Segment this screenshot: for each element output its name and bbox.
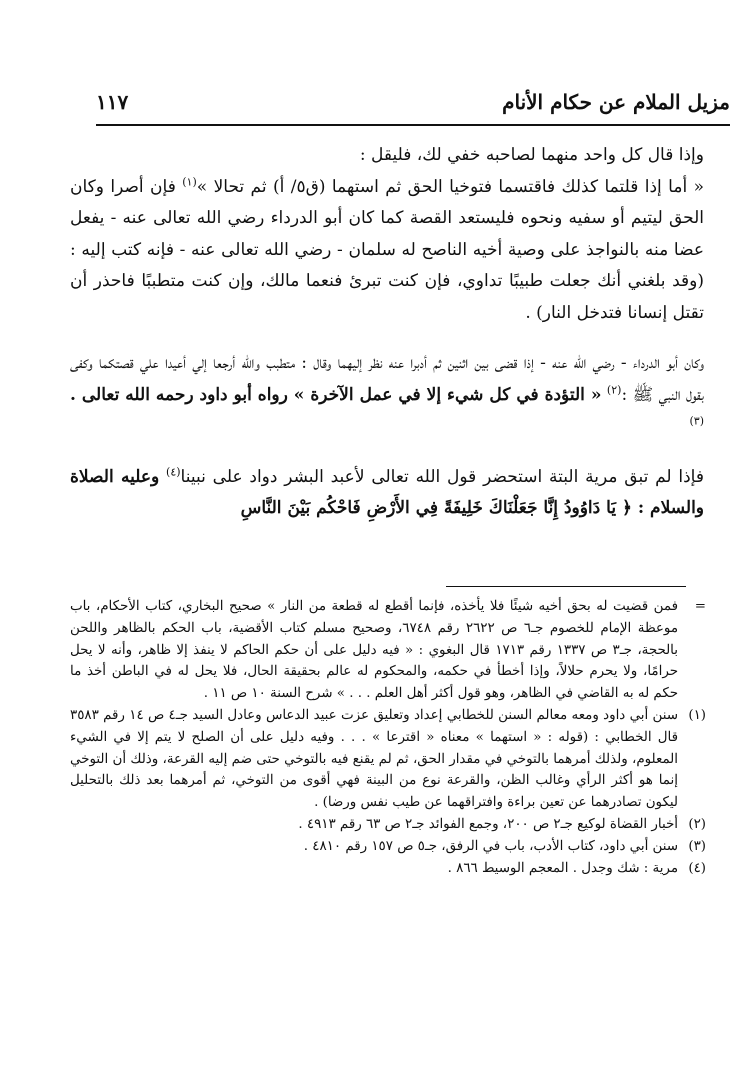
footnote-marker: (٢)	[688, 816, 706, 832]
main-text	[70, 140, 704, 525]
footnote-text: سنن أبي داود، كتاب الأدب، باب في الرفق، جـ٥ ص ١٥٧ رقم ٤٨١٠ .	[303, 838, 678, 854]
footnote-marker: (١)	[688, 707, 706, 723]
footnote-text: أخبار القضاة لوكيع جـ٢ ص ٢٠٠، وجمع الفوائد جـ٢ ص ٦٣ رقم ٤٩١٣ .	[298, 816, 678, 832]
text-line: « أما إذا قلتما كذلك فاقتسما فتوخيا الحق ثم استهما (ق٥/ أ) ثم تحالا »	[196, 176, 704, 197]
footnote-ref: (٤)	[166, 464, 181, 478]
paragraph	[70, 140, 704, 172]
footnote-2	[70, 814, 706, 836]
footnote-3	[70, 836, 706, 858]
text-line: وقال : متطبب والله أرجعا إلي أعيدا علي قصتكما وكفى بقول النبي ﷺ :	[70, 353, 704, 405]
footnote-ref: (٢)	[606, 382, 622, 396]
footnote-continuation	[70, 596, 706, 705]
page-number: ١١٧	[96, 90, 129, 114]
text-line: فإذا لم تبق مرية البتة استحضر قول الله تعالى لأعبد البشر دواد على نبينا	[180, 466, 704, 487]
header-rule	[96, 124, 730, 126]
text-line: رضي الله تعالى عنه - فإنه كتب إليه : (وقد بلغني أنك جعلت طبيبًا تداوي، فإن	[70, 239, 704, 291]
paragraph	[70, 348, 704, 443]
paragraph	[70, 172, 704, 330]
footnote-text: سنن أبي داود ومعه معالم السنن للخطابي إعداد وتعليق عزت عبيد الدعاس وعادل السيد جـ٤ ص ١٤ رقم ٣٥٨٣ قال الخطابي : (قوله : « استهما » معناه « اقترعا » . . . وفيه دليل على أن الصلح لا يتم إلا في الشيء المعلوم، ولذلك أمرهما بالتوخي في مقدار الحق، ثم لم يقنع فيه بالتوخي حتى ضم إليه القرعة، وذلك أن التوخي إنما هو أكثر الرأي وغالب الظن، والقرعة نوع من البينة فهي أقوى من التوخي، ثم أمرهما بعد ذلك بالتحليل ليكون تصادرهما عن تعين براءة وافتراقهما عن طيب نفس ورضا) .	[70, 707, 679, 811]
footnote-ref: (٣)	[689, 414, 704, 428]
hadith-quote: « التؤدة في كل شيء إلا في عمل الآخرة » رواه أبو داود رحمه الله تعالى .	[70, 384, 602, 405]
text-line: رضي الله تعالى عنه - يفعل عضا منه بالنواجذ على وصية أخيه الناصح له سلمان -	[70, 208, 704, 260]
footnote-4	[70, 858, 706, 880]
footnote-marker: =	[694, 599, 706, 614]
footnote-marker: (٣)	[688, 838, 706, 854]
footnote-text: فمن قضيت له بحق أخيه شيئًا فلا يأخذه، فإنما أقطع له قطعة من النار » صحيح البخاري، كتاب الأحكام، باب موعظة الإمام للخصوم جـ٦ ص ٢٦٢٢ رقم ٦٧٤٨، وصحيح مسلم كتاب الأقضية، باب الحكم بالظاهر واللحن بالحجة، جـ٣ ص ١٣٣٧ رقم ١٧١٣ قال البغوي : « فيه دليل على أن حكم الحاكم لا ينفذ إلا ظاهر، وأنه لا يحل حرامًا، ولا يحرم حلالاً، وإذا أخطأ في حكمه، والمحكوم له عالم بحقيقة الحال، فلا يحل له في الباطن أخذ ما حكم له به القاضي في الظاهر، وهو قول أكثر أهل العلم . . . » شرح السنة ١٠ ص ١١ .	[70, 599, 679, 702]
footnote-marker: (٤)	[688, 860, 706, 876]
text-line: وإذا قال كل واحد منهما لصاحبه خفي لك، فليقل :	[359, 145, 704, 165]
text-line: كنت تبرئ فنعما مالك، وإن كنت متطببًا فاحذر أن تقتل إنسانا فتدخل النار) .	[70, 271, 704, 323]
book-title: مزيل الملام عن حكام الأنام	[502, 90, 730, 114]
running-header	[96, 86, 730, 122]
text-line: فإن أصرا وكان الحق ليتيم أو سفيه ونحوه فليستعد القصة كما كان أبو الدرداء	[70, 176, 705, 228]
quran-verse: وعليه الصلاة والسلام : ﴿ يَا دَاوُودُ إِنَّا جَعَلْنَاكَ خَلِيفَةً فِي الأَرْضِ فَاحْكُم بَيْنَ النَّاسِ	[70, 466, 704, 518]
footnote-1	[70, 705, 706, 814]
footnote-text: مرية : شك وجدل . المعجم الوسيط ٨٦٦ .	[447, 860, 678, 876]
footnotes	[70, 596, 706, 879]
text-line: وكان أبو الدرداء - رضي الله عنه - إذا قضى بين اثنين ثم أدبرا عنه نظر إليهما	[337, 353, 705, 373]
paragraph	[70, 462, 704, 525]
footnote-separator	[446, 586, 686, 587]
footnote-ref: (١)	[182, 174, 197, 188]
